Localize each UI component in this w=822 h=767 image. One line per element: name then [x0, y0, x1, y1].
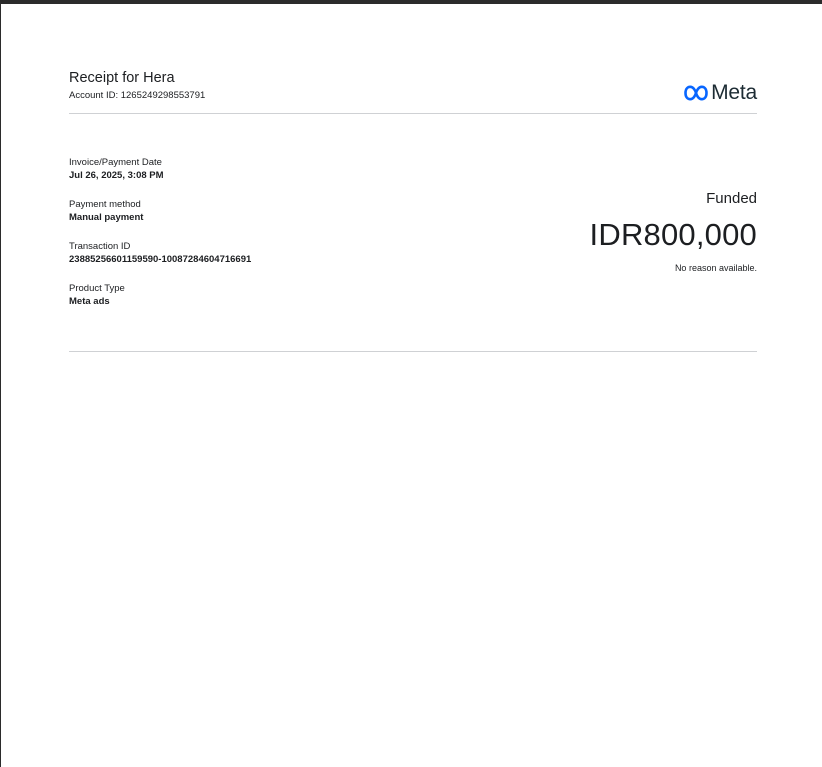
receipt-header [69, 68, 757, 114]
detail-payment-method [69, 198, 389, 225]
detail-label: Transaction ID [69, 241, 131, 252]
detail-payment-date [69, 156, 389, 183]
detail-value: Manual payment [69, 212, 144, 223]
receipt-details [69, 156, 389, 324]
meta-logo [683, 82, 757, 104]
detail-label: Payment method [69, 199, 141, 210]
receipt-page [69, 68, 757, 307]
payment-status: Funded [706, 190, 757, 207]
receipt-title: Receipt for Hera [69, 70, 175, 86]
detail-label: Invoice/Payment Date [69, 157, 162, 168]
detail-transaction-id [69, 240, 389, 267]
account-id: Account ID: 1265249298553791 [69, 90, 206, 101]
payment-amount: IDR800,000 [589, 217, 757, 252]
payment-summary [590, 190, 757, 273]
section-divider [69, 351, 757, 352]
detail-value: 23885256601159590-10087284604716691 [69, 254, 252, 265]
meta-infinity-icon [683, 85, 709, 101]
detail-value: Jul 26, 2025, 3:08 PM [69, 170, 164, 181]
detail-value: Meta ads [69, 296, 110, 307]
detail-label: Product Type [69, 283, 125, 294]
status-reason: No reason available. [674, 263, 757, 273]
meta-wordmark: Meta [711, 81, 757, 104]
detail-product-type [69, 282, 389, 309]
